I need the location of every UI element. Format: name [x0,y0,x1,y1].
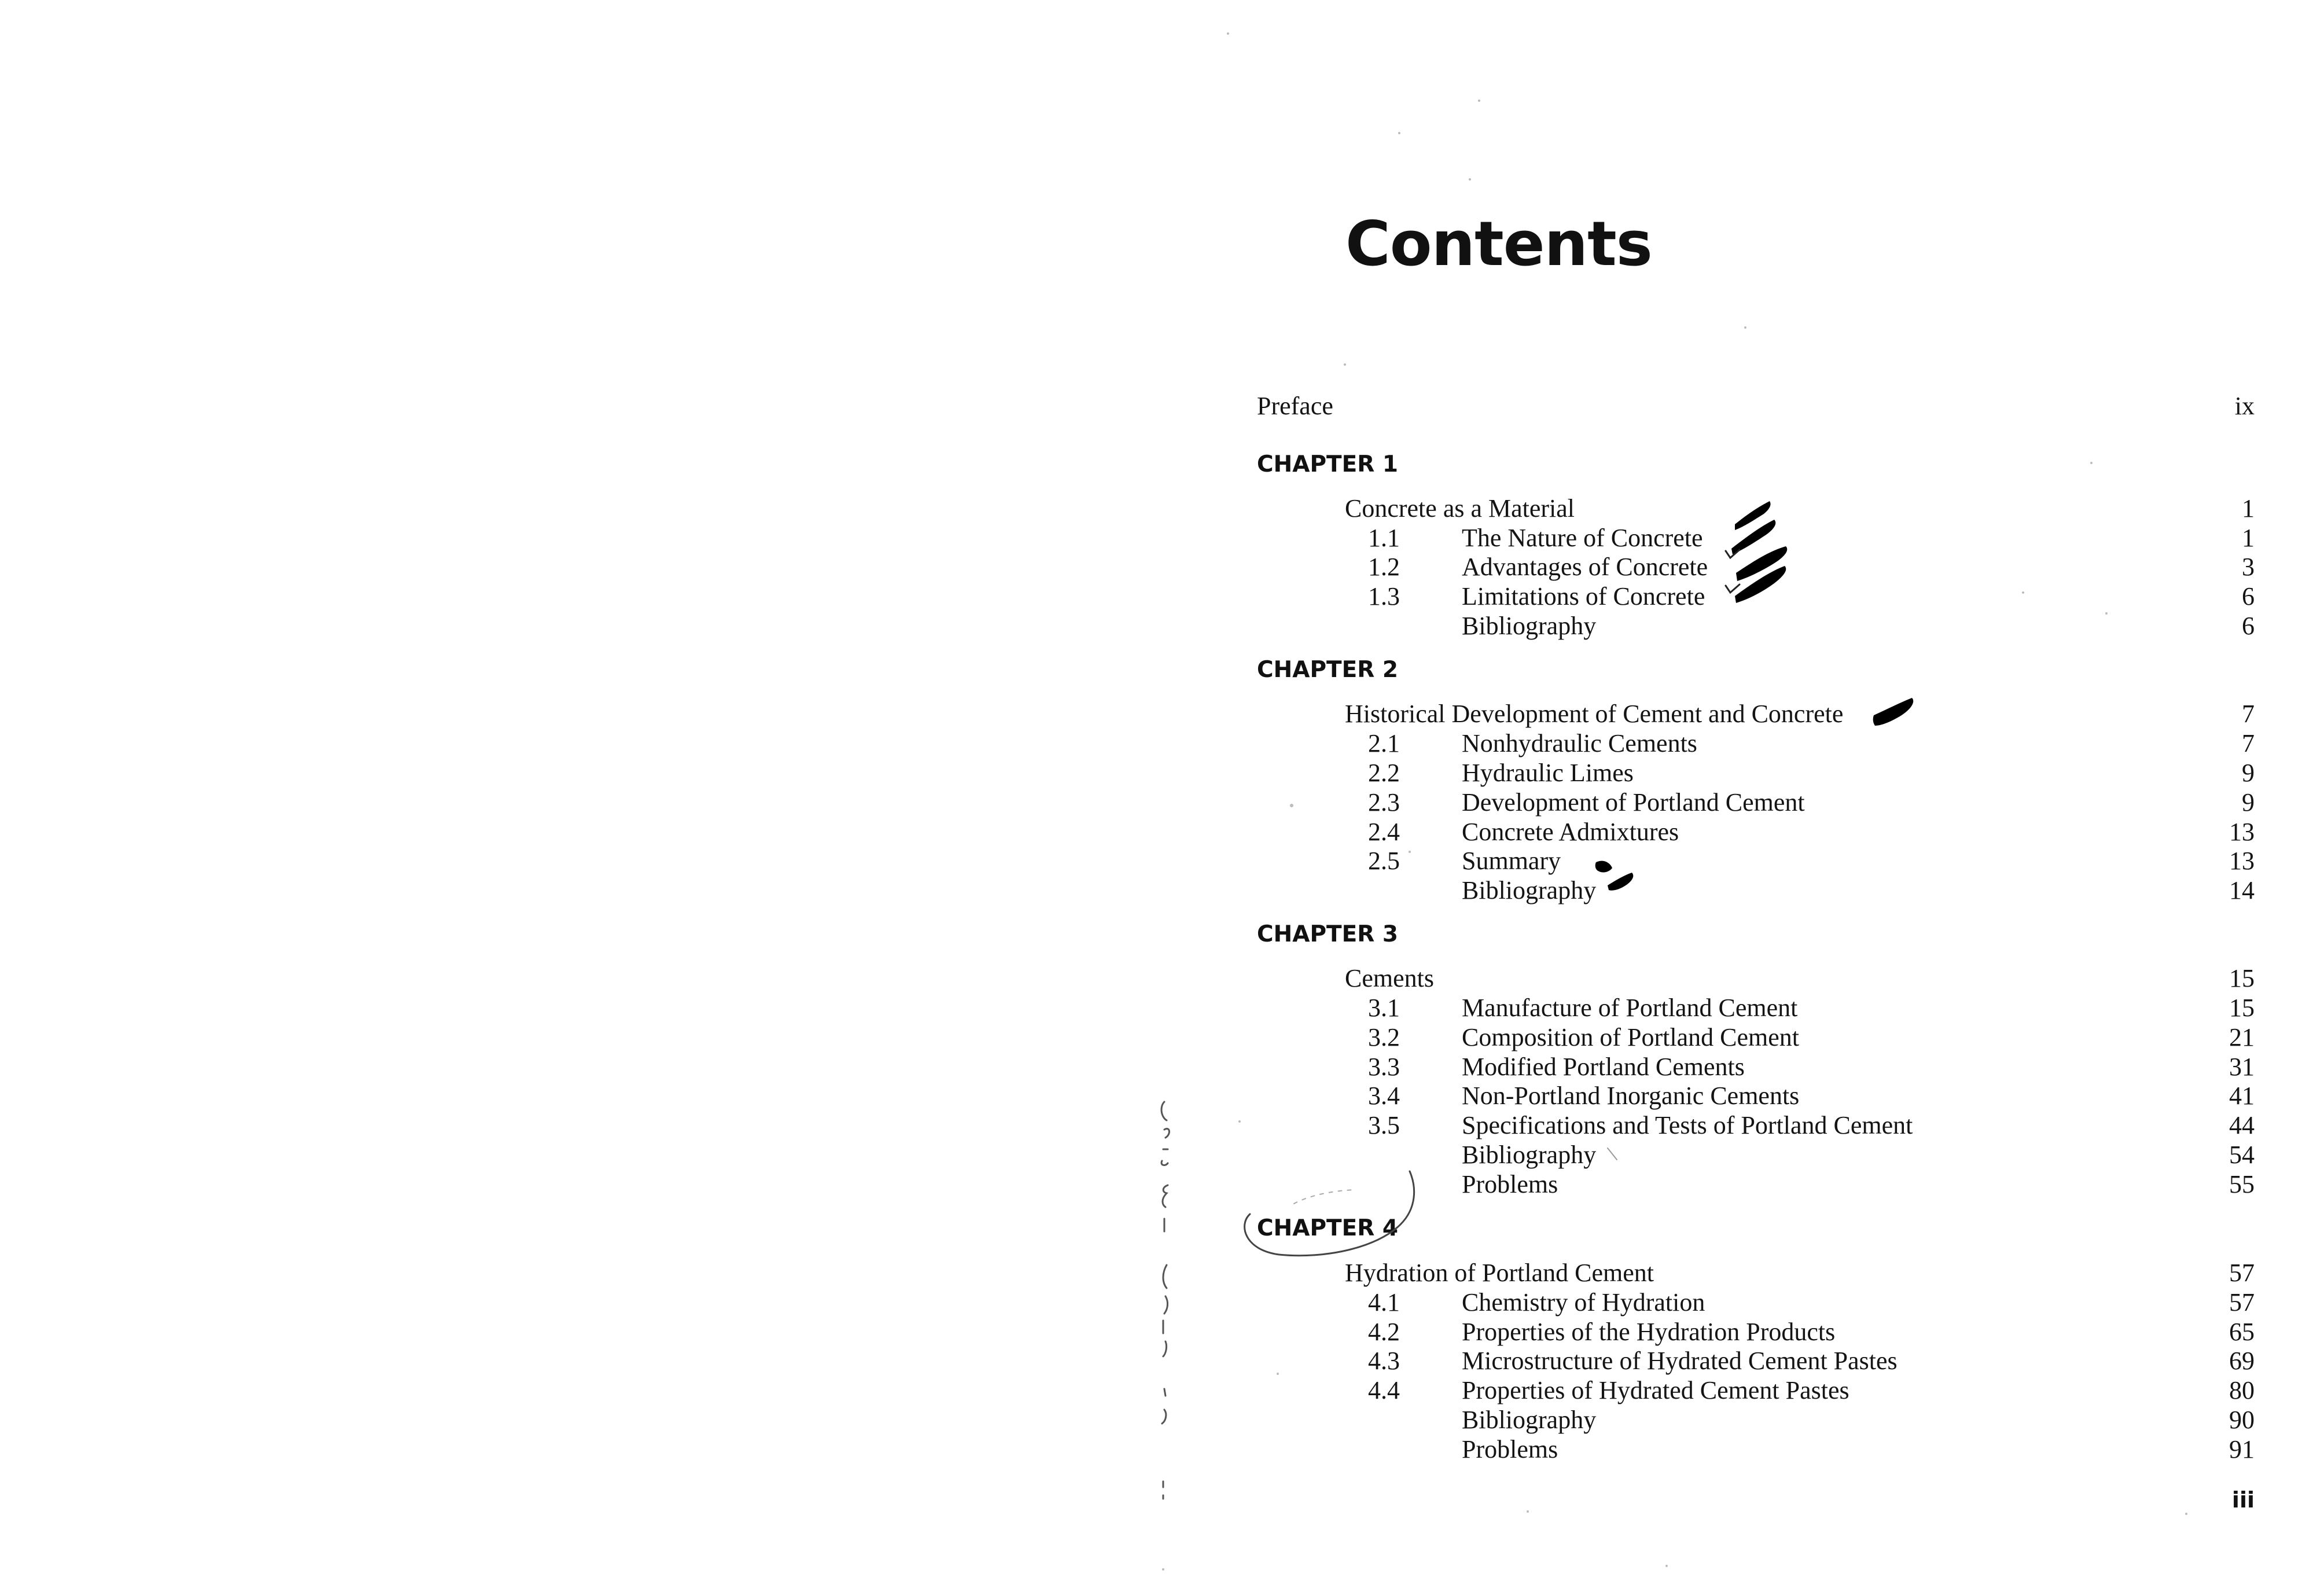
pen-stroke-icon [1163,1265,1167,1288]
toc-page-number: 7 [2242,700,2255,728]
toc-section-entry [1257,611,2255,641]
toc-section-entry [1257,1140,2255,1170]
toc-page-number: 9 [2242,788,2255,817]
pen-stroke-icon [1162,1410,1166,1424]
toc-entry-label: Problems [1462,1435,1558,1463]
chapter-heading: CHAPTER 1 [1257,451,1399,477]
toc-page-number: 44 [2229,1111,2255,1139]
section-number: 3.5 [1368,1111,1400,1139]
toc-page-number: 1 [2242,494,2255,523]
toc-section-entry [1257,1110,2255,1141]
toc-section-entry [1257,1346,2255,1376]
toc-section-entry [1257,1288,2255,1318]
toc-section-entry [1257,582,2255,612]
pen-stroke-icon [1163,1185,1168,1207]
section-number: 4.1 [1368,1288,1400,1316]
toc-entry-label: Hydration of Portland Cement [1345,1259,1654,1287]
toc-page-number: 91 [2229,1435,2255,1463]
toc-entry-label: Bibliography [1462,1141,1597,1169]
toc-entry-label: Properties of Hydrated Cement Pastes [1462,1376,1849,1404]
section-number: 1.1 [1368,524,1400,552]
toc-section-entry [1257,876,2255,906]
section-number: 4.4 [1368,1376,1400,1404]
toc-entry-preface [1257,391,2255,421]
toc-entry-label: Modified Portland Cements [1462,1053,1745,1081]
pen-stroke-icon [1164,1389,1165,1396]
toc-chapter-title [1257,699,2255,729]
toc-page-number: 69 [2229,1347,2255,1375]
toc-section-entry [1257,1435,2255,1465]
toc-entry-label: Development of Portland Cement [1462,788,1805,817]
toc-page-number: 9 [2242,759,2255,787]
section-number: 1.3 [1368,582,1400,611]
pen-stroke-icon [1163,1341,1167,1356]
toc-entry-label: Historical Development of Cement and Concrete [1345,700,1844,728]
toc-entry-label: Specifications and Tests of Portland Cement [1462,1111,1913,1139]
toc-page-number: 54 [2229,1141,2255,1169]
toc-section-entry [1257,523,2255,553]
toc-section-entry [1257,1405,2255,1435]
toc-page-number: 57 [2229,1259,2255,1287]
toc-page-number: ix [2234,392,2255,420]
toc-section-entry [1257,729,2255,759]
toc-section-entry [1257,846,2255,876]
section-number: 3.2 [1368,1023,1400,1051]
chapter-heading: CHAPTER 3 [1257,921,1399,947]
toc-entry-label: Concrete as a Material [1345,494,1575,523]
toc-chapter-title [1257,1258,2255,1288]
pen-stroke-icon [1161,1161,1168,1165]
toc-page-number: 15 [2229,994,2255,1022]
section-number: 3.4 [1368,1082,1400,1110]
toc-entry-label: Bibliography [1462,612,1597,640]
toc-page-number: 21 [2229,1023,2255,1051]
toc-entry-label: Composition of Portland Cement [1462,1023,1799,1051]
toc-page-number: 3 [2242,553,2255,581]
toc-page-number: 13 [2229,847,2255,875]
section-number: 2.2 [1368,759,1400,787]
toc-section-entry [1257,1376,2255,1406]
toc-section-entry [1257,1023,2255,1053]
toc-section-entry [1257,1081,2255,1111]
chapter-heading: CHAPTER 2 [1257,657,1399,683]
section-number: 2.1 [1368,729,1400,757]
toc-page-number: 55 [2229,1170,2255,1198]
toc-section-entry [1257,993,2255,1023]
toc-section-entry [1257,552,2255,582]
toc-chapter-title [1257,963,2255,994]
toc-entry-label: Chemistry of Hydration [1462,1288,1705,1316]
section-number: 1.2 [1368,553,1400,581]
toc-page-number: 65 [2229,1318,2255,1346]
toc-page-number: 6 [2242,582,2255,611]
toc-entry-label: Problems [1462,1170,1558,1198]
toc-chapter-title [1257,494,2255,524]
toc-page-number: 6 [2242,612,2255,640]
toc-page-number: 31 [2229,1053,2255,1081]
section-number: 2.3 [1368,788,1400,817]
toc-page-number: 7 [2242,729,2255,757]
toc-entry-label: Properties of the Hydration Products [1462,1318,1836,1346]
pen-stroke-icon [1161,1102,1167,1120]
section-number: 4.2 [1368,1318,1400,1346]
toc-entry-label: Cements [1345,964,1434,992]
toc-entry-label: Summary [1462,847,1561,875]
toc-page-number: 13 [2229,818,2255,846]
toc-page-number: 80 [2229,1376,2255,1404]
toc-page-number: 1 [2242,524,2255,552]
toc-entry-label: Advantages of Concrete [1462,553,1708,581]
page-folio: iii [2231,1487,2255,1513]
toc-page-number: 41 [2229,1082,2255,1110]
toc-entry-label: Hydraulic Limes [1462,759,1634,787]
toc-page-number: 90 [2229,1406,2255,1434]
toc-section-entry [1257,1317,2255,1347]
toc-section-entry [1257,788,2255,818]
section-number: 3.3 [1368,1053,1400,1081]
toc-section-entry [1257,1052,2255,1082]
toc-entry-label: The Nature of Concrete [1462,524,1703,552]
section-number: 3.1 [1368,994,1400,1022]
toc-section-entry [1257,1170,2255,1200]
toc-page-number: 57 [2229,1288,2255,1316]
toc-page-number: 15 [2229,964,2255,992]
toc-entry-label: Concrete Admixtures [1462,818,1679,846]
toc-page-number: 14 [2229,876,2255,904]
toc-entry-label: Bibliography [1462,1406,1597,1434]
toc-entry-label: Non-Portland Inorganic Cements [1462,1082,1800,1110]
page-title: Contents [1345,208,1652,280]
pen-stroke-icon [1164,1129,1170,1138]
section-number: 2.4 [1368,818,1400,846]
toc-entry-label: Microstructure of Hydrated Cement Pastes [1462,1347,1898,1375]
toc-section-entry [1257,758,2255,788]
toc-entry-label: Nonhydraulic Cements [1462,729,1697,757]
toc-entry-label: Bibliography [1462,876,1597,904]
pen-stroke-icon [1164,1296,1168,1314]
section-number: 4.3 [1368,1347,1400,1375]
toc-entry-label: Preface [1257,392,1333,420]
toc-entry-label: Limitations of Concrete [1462,582,1705,611]
toc-section-entry [1257,817,2255,847]
section-number: 2.5 [1368,847,1400,875]
chapter-heading: CHAPTER 4 [1257,1215,1399,1241]
toc-entry-label: Manufacture of Portland Cement [1462,994,1798,1022]
